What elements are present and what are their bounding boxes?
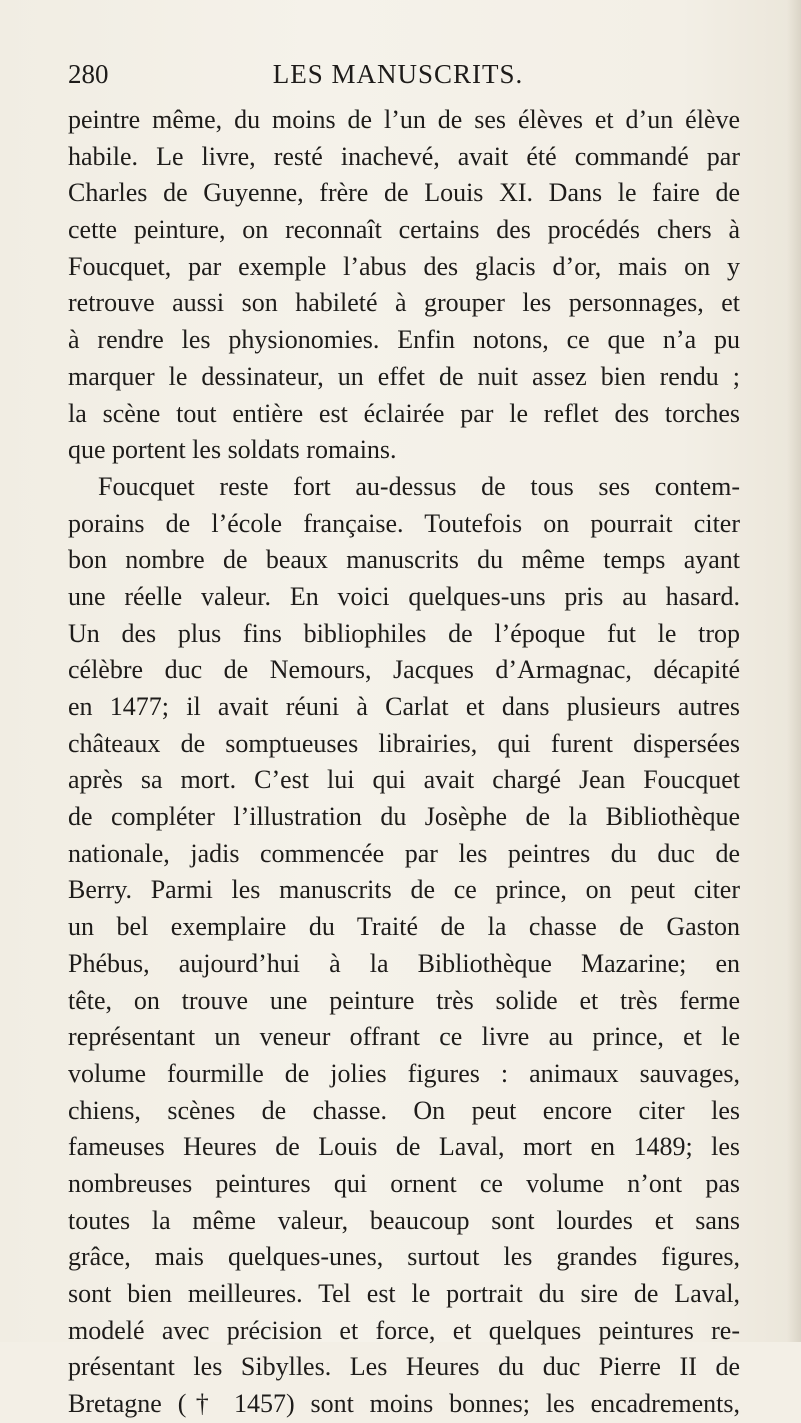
text-line: peintre même, du moins de l’un de ses élèves et d’un élève xyxy=(68,105,740,134)
text-line: Charles de Guyenne, frère de Louis XI. Dans le faire de xyxy=(68,178,740,208)
text-line: Berry. Parmi les manuscrits de ce prince, on peut citer xyxy=(68,875,740,905)
text-line: bon nombre de beaux manuscrits du même temps ayant xyxy=(68,545,740,575)
text-line: volume fourmille de jolies figures : animaux sauvages, xyxy=(68,1058,740,1088)
text-line: porains de l’école française. Toutefois on pourrait citer xyxy=(68,508,740,538)
text-line: célèbre duc de Nemours, Jacques d’Armagnac, décapité xyxy=(68,655,740,685)
text-line: toutes la même valeur, beaucoup sont lourdes et sans xyxy=(68,1205,740,1235)
text-line: marquer le dessinateur, un effet de nuit assez bien rendu ; xyxy=(68,361,740,391)
text-line: présentant les Sibylles. Les Heures du duc Pierre II de xyxy=(68,1352,740,1382)
text-line: Foucquet reste fort au-dessus de tous ses contem- xyxy=(98,471,740,501)
text-line: représentant un veneur offrant ce livre au prince, et le xyxy=(68,1022,740,1052)
text-line: grâce, mais quelques-unes, surtout les grandes figures, xyxy=(68,1242,740,1272)
text-line: habile. Le livre, resté inachevé, avait été commandé par xyxy=(68,141,740,171)
text-line: Bretagne († 1457) sont moins bonnes; les encadrements, xyxy=(68,1389,740,1419)
text-line: que portent les soldats romains. xyxy=(68,435,397,465)
text-line: après sa mort. C’est lui qui avait chargé Jean Foucquet xyxy=(68,765,740,795)
text-line: Foucquet, par exemple l’abus des glacis d’or, mais on y xyxy=(68,251,740,281)
text-line: nombreuses peintures qui ornent ce volume n’ont pas xyxy=(68,1168,740,1198)
running-title: LES MANUSCRITS. xyxy=(272,59,524,89)
text-line: retrouve aussi son habileté à grouper les personnages, et xyxy=(68,288,740,318)
text-line: modelé avec précision et force, et quelques peintures re- xyxy=(68,1315,740,1345)
text-line: la scène tout entière est éclairée par le reflet des torches xyxy=(68,398,740,428)
body-text xyxy=(68,102,740,1423)
text-line: nationale, jadis commencée par les peintres du duc de xyxy=(68,838,740,868)
text-line: châteaux de somptueuses librairies, qui furent dispersées xyxy=(68,728,740,758)
text-line: chiens, scènes de chasse. On peut encore citer les xyxy=(68,1095,740,1125)
text-line: à rendre les physionomies. Enfin notons, ce que n’a pu xyxy=(68,325,740,355)
text-line: une réelle valeur. En voici quelques-uns pris au hasard. xyxy=(68,581,740,611)
text-line: fameuses Heures de Louis de Laval, mort en 1489; les xyxy=(68,1132,740,1162)
page-edge-shadow xyxy=(787,0,801,1342)
text-line: Un des plus fins bibliophiles de l’époque fut le trop xyxy=(68,618,740,648)
text-line: sont bien meilleures. Tel est le portrait du sire de Laval, xyxy=(68,1279,740,1308)
page-number: 280 xyxy=(68,59,109,89)
text-line: cette peinture, on reconnaît certains des procédés chers à xyxy=(68,215,740,245)
text-line: tête, on trouve une peinture très solide et très ferme xyxy=(68,985,740,1015)
text-line: Phébus, aujourd’hui à la Bibliothèque Mazarine; en xyxy=(68,948,740,978)
text-line: de compléter l’illustration du Josèphe de la Bibliothèque xyxy=(68,802,740,832)
text-line: en 1477; il avait réuni à Carlat et dans plusieurs autres xyxy=(68,692,740,721)
text-line: un bel exemplaire du Traité de la chasse de Gaston xyxy=(68,912,740,942)
page-header xyxy=(68,56,728,92)
